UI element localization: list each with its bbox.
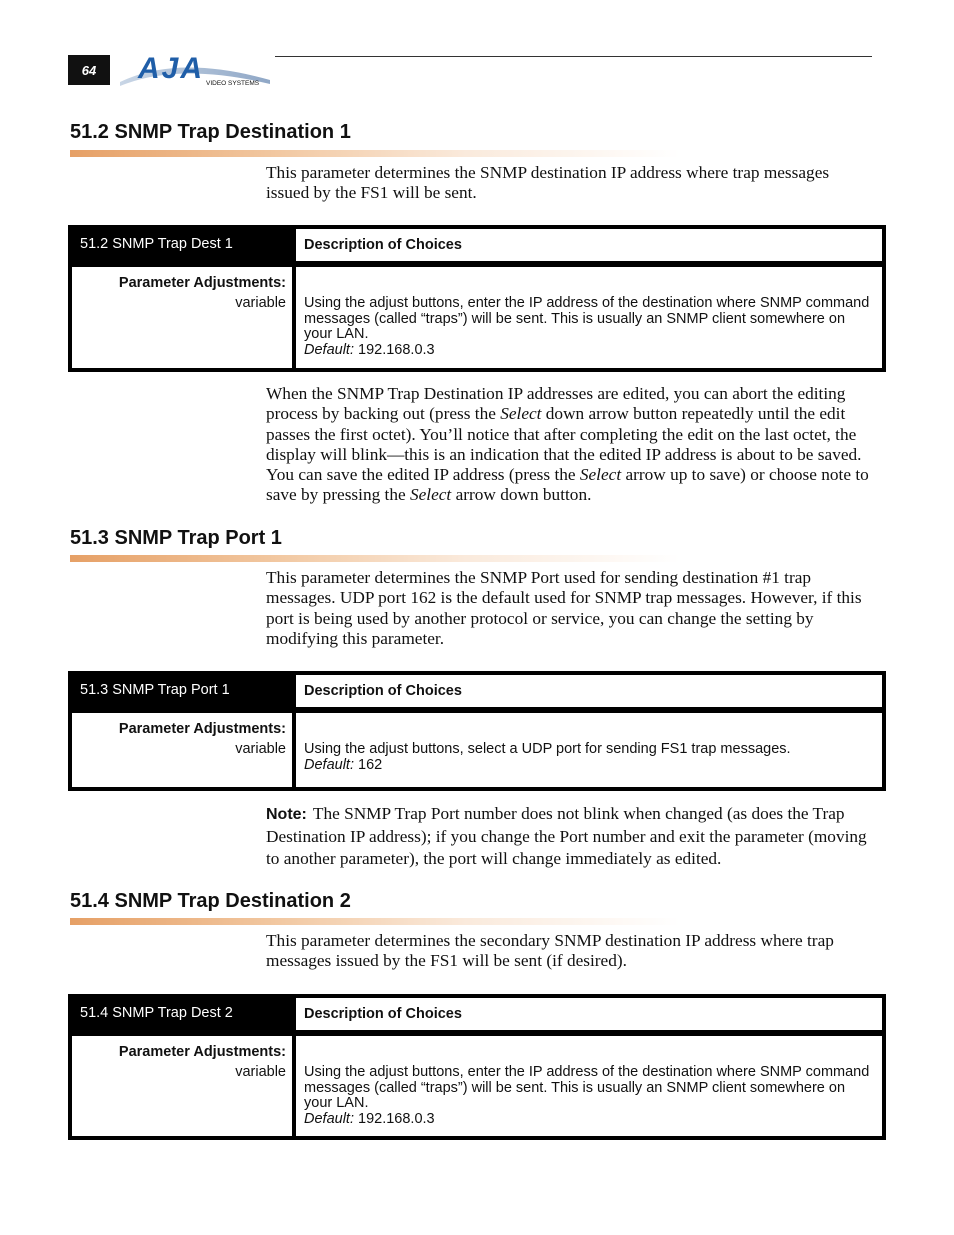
description-text: Using the adjust buttons, enter the IP address of the destination where SNMP command messages (called “traps”) will be sent. This is usually an SNMP client somewhere on your LAN.	[304, 295, 870, 343]
default-label: Default:	[304, 1110, 354, 1127]
param-adjustments-label: Parameter Adjustments:	[118, 275, 286, 291]
parameter-table-51-2	[68, 225, 886, 372]
header-rule	[275, 56, 872, 57]
description-cell	[296, 267, 882, 368]
param-adjustments-label: Parameter Adjustments:	[118, 721, 286, 737]
table-header-description: Description of Choices	[296, 229, 882, 261]
title-underline-bar	[70, 555, 680, 562]
select-emphasis: Select	[579, 465, 622, 485]
table-header-description: Description of Choices	[296, 998, 882, 1030]
param-adjustments-value: variable	[235, 295, 286, 311]
section-intro-51-3: This parameter determines the SNMP Port used for sending destination #1 trap messages. UDP port 162 is the default used for SNMP trap messages. However, if this port is being used by another protocol or service, you can change the setting by modifying this parameter.	[266, 568, 862, 648]
default-value: 192.168.0.3	[358, 341, 435, 358]
section-intro-51-4: This parameter determines the secondary SNMP destination IP address where trap messages issued by the FS1 will be sent (if desired).	[266, 931, 834, 971]
section-body-51-2: When the SNMP Trap Destination IP addresses are edited, you can abort the editing process by backing out (press the Select down arrow button repeatedly until the edit passes the first octet). You’ll notice that after completing the edit on the last octet, the display will blink—this is an indication that the edited IP address is about to be saved. You can save the edited IP address (press the Select arrow up to save) or choose note to save by pressing the Select arrow down button.	[266, 384, 869, 505]
note-paragraph	[266, 803, 871, 870]
logo-subtext: VIDEO SYSTEMS	[206, 80, 260, 87]
table-header-param: 51.3 SNMP Trap Port 1	[68, 671, 292, 709]
default-line	[304, 1112, 874, 1128]
parameter-table-51-4	[68, 994, 886, 1140]
description-cell	[296, 1036, 882, 1136]
parameter-table-51-3	[68, 671, 886, 791]
title-underline-bar	[70, 150, 680, 157]
page-number: 64	[68, 55, 110, 85]
param-adjustments-label: Parameter Adjustments:	[118, 1044, 286, 1060]
note-label: Note:	[266, 806, 307, 823]
logo-text: AJA	[138, 52, 205, 85]
section-title-51-4: 51.4 SNMP Trap Destination 2	[70, 890, 351, 912]
select-emphasis: Select	[500, 404, 542, 424]
table-header-description: Description of Choices	[296, 675, 882, 707]
note-text: The SNMP Trap Port number does not blink when changed (as does the Trap Destination IP address); if you change the Port number and exit the parameter (moving to another parameter), the port will change immediately as edited.	[266, 804, 867, 868]
description-text: Using the adjust buttons, select a UDP port for sending FS1 trap messages.	[304, 741, 791, 757]
param-adjustments-cell	[72, 713, 292, 787]
title-underline-bar	[70, 918, 680, 925]
aja-logo	[118, 52, 278, 88]
description-text: Using the adjust buttons, enter the IP address of the destination where SNMP command messages (called “traps”) will be sent. This is usually an SNMP client somewhere on your LAN.	[304, 1064, 870, 1112]
select-emphasis: Select	[409, 485, 452, 505]
default-label: Default:	[304, 341, 354, 358]
param-adjustments-cell	[72, 267, 292, 368]
param-adjustments-value: variable	[235, 1064, 286, 1080]
default-line	[304, 758, 874, 774]
table-header-param: 51.4 SNMP Trap Dest 2	[68, 994, 292, 1032]
section-title-51-2: 51.2 SNMP Trap Destination 1	[70, 121, 351, 143]
default-value: 162	[358, 756, 383, 773]
description-cell	[296, 713, 882, 787]
default-line	[304, 343, 874, 359]
default-value: 192.168.0.3	[358, 1110, 435, 1127]
table-header-param: 51.2 SNMP Trap Dest 1	[68, 225, 292, 263]
param-adjustments-cell	[72, 1036, 292, 1136]
default-label: Default:	[304, 756, 354, 773]
section-title-51-3: 51.3 SNMP Trap Port 1	[70, 527, 282, 549]
param-adjustments-value: variable	[235, 741, 286, 757]
section-intro-51-2: This parameter determines the SNMP destination IP address where trap messages issued by the FS1 will be sent.	[266, 163, 830, 203]
